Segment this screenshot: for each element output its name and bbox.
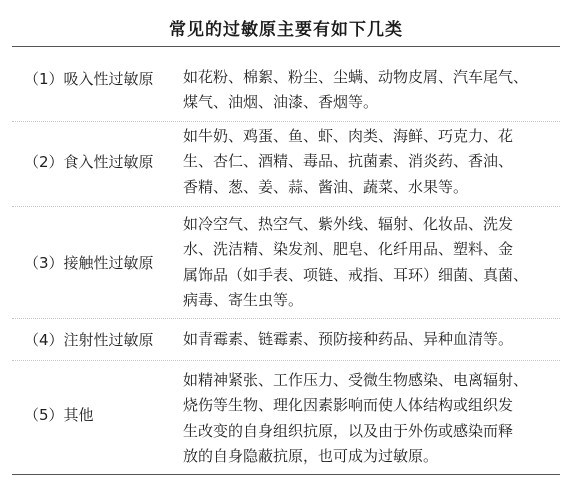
top-rule [12,46,560,47]
row-description-injectant [183,327,555,352]
row-separator [12,121,560,122]
row-label-injectant: （4）注射性过敏原 [24,331,154,349]
row-label-other: （5）其他 [24,406,94,424]
description-line: 属饰品（如手表、项链、戒指、耳环）细菌、真菌、 [183,265,529,284]
description-line: 如花粉、棉絮、粉尘、尘螨、动物皮屑、汽车尾气、 [183,68,529,86]
description-line: 如冷空气、热空气、紫外线、辐射、化妆品、洗发 [183,215,514,233]
row-label-ingestant: （2）食入性过敏原 [24,153,154,171]
description-line: 如牛奶、鸡蛋、鱼、虾、肉类、海鲜、巧克力、花 [183,127,514,145]
table-title: 常见的过敏原主要有如下几类 [169,20,403,40]
description-line: 水、洗洁精、染发剂、肥皂、化纤用品、塑料、金 [183,240,514,259]
description-line: 煤气、油烟、油漆、香烟等。 [183,93,379,112]
row-separator [12,318,560,319]
description-line: 如精神紧张、工作压力、受微生物感染、电离辐射、 [183,371,529,389]
description-line: 放的自身隐蔽抗原，也可成为过敏原。 [183,446,439,465]
row-label-contact: （3）接触性过敏原 [24,254,154,272]
row-separator [12,206,560,207]
description-line: 香精、葱、姜、蒜、酱油、蔬菜、水果等。 [183,177,469,196]
description-line: 如青霉素、链霉素、预防接种药品、异种血清等。 [183,330,514,348]
description-line: 病毒、寄生虫等。 [183,290,304,309]
row-label-inhalant: （1）吸入性过敏原 [24,70,154,88]
row-separator [12,360,560,361]
row-description-contact [183,212,555,313]
row-description-other [183,368,555,469]
description-line: 生改变的自身组织抗原，以及由于外伤或感染而释 [183,421,514,440]
description-line: 生、杏仁、酒精、毒品、抗菌素、消炎药、香油、 [183,152,514,171]
description-line: 烧伤等生物、理化因素影响而使人体结构或组织发 [183,396,514,415]
bottom-rule [12,474,560,475]
row-description-inhalant [183,65,555,116]
row-description-ingestant [183,124,555,200]
